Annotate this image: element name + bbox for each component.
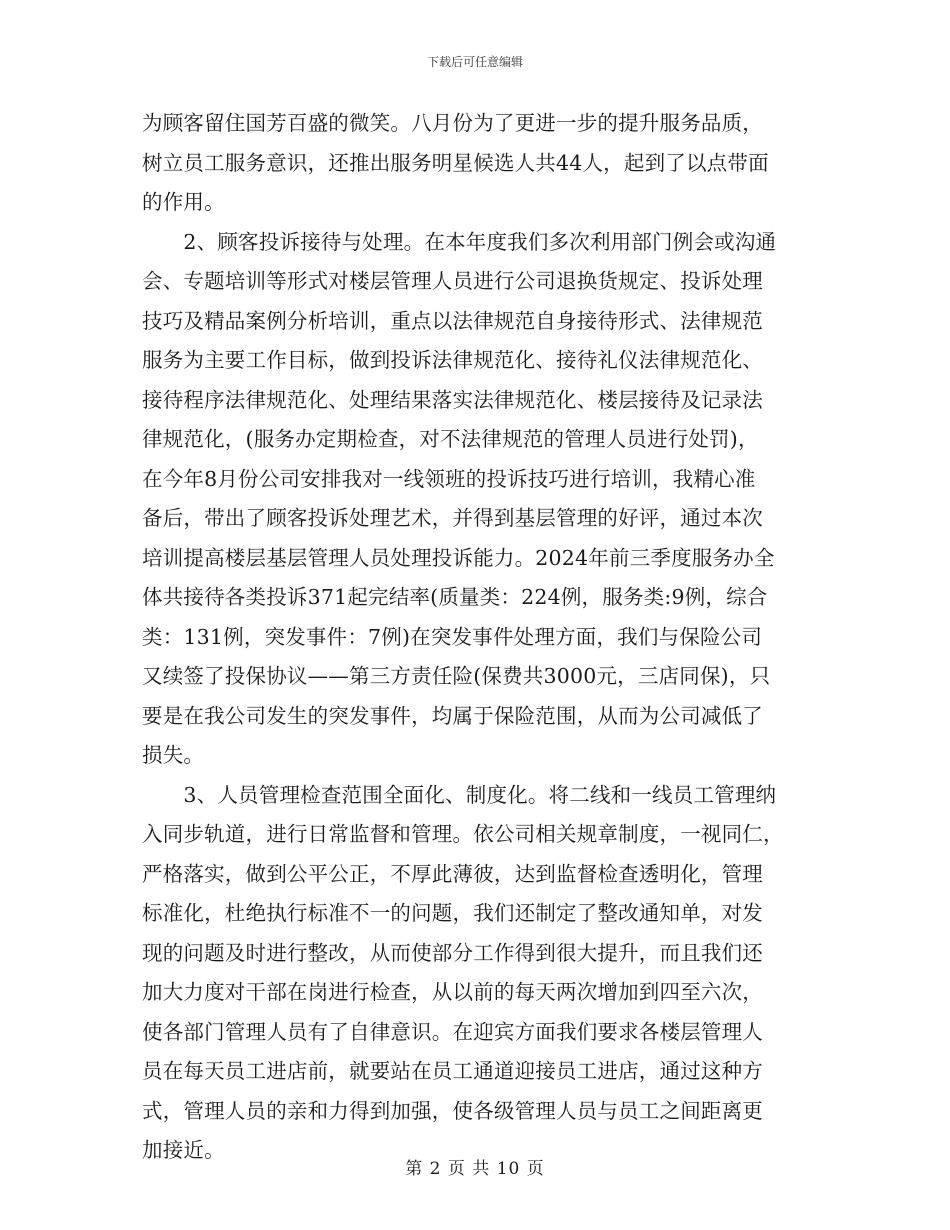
body-line: 员在每天员工进店前，就要站在员工通道迎接员工进店，通过这种方	[142, 1059, 763, 1083]
body-line: 加接近。	[142, 1138, 225, 1162]
body-line: 加大力度对干部在岗进行检查，从以前的每天两次增加到四至六次，	[142, 980, 763, 1004]
body-line: 2、顾客投诉接待与处理。在本年度我们多次利用部门例会或沟通	[142, 229, 777, 254]
body-line: 律规范化，(服务办定期检查，对不法律规范的管理人员进行处罚)，	[142, 427, 759, 451]
body-line: 类：131例，突发事件：7例)在突发事件处理方面，我们与保险公司	[142, 624, 763, 649]
body-line: 损失。	[142, 743, 205, 767]
body-line: 会、专题培训等形式对楼层管理人员进行公司退换货规定、投诉处理	[142, 269, 763, 293]
body-line: 服务为主要工作目标，做到投诉法律规范化、接待礼仪法律规范化、	[142, 348, 763, 372]
body-line: 要是在我公司发生的突发事件，均属于保险范围，从而为公司减低了	[142, 703, 763, 728]
body-line: 标准化，杜绝执行标准不一的问题，我们还制定了整改通知单，对发	[142, 901, 763, 925]
body-line: 使各部门管理人员有了自律意识。在迎宾方面我们要求各楼层管理人	[142, 1019, 763, 1044]
body-line: 入同步轨道，进行日常监督和管理。依公司相关规章制度，一视同仁，	[142, 822, 784, 846]
body-line: 为顾客留住国芳百盛的微笑。八月份为了更进一步的提升服务品质，	[142, 111, 763, 135]
body-line: 接待程序法律规范化、处理结果落实法律规范化、楼层接待及记录法	[142, 387, 763, 412]
page-header: 下载后可任意编辑	[426, 55, 523, 69]
body-line: 现的问题及时进行整改，从而使部分工作得到很大提升，而且我们还	[142, 940, 763, 965]
page-number-footer: 第 2 页 共 10 页	[405, 1159, 545, 1179]
body-line: 体共接待各类投诉371起完结率(质量类：224例，服务类:9例，综合	[142, 585, 768, 609]
body-line: 3、人员管理检查范围全面化、制度化。将二线和一线员工管理纳	[142, 782, 777, 807]
body-line: 的作用。	[142, 190, 225, 214]
body-line: 严格落实，做到公平公正，不厚此薄彼，达到监督检查透明化，管理	[142, 861, 763, 886]
body-line: 树立员工服务意识，还推出服务明星候选人共44人，起到了以点带面	[142, 150, 769, 175]
body-line: 技巧及精品案例分析培训，重点以法律规范自身接待形式、法律规范	[142, 308, 763, 333]
body-line: 又续签了投保协议——第三方责任险(保费共3000元，三店同保)，只	[142, 664, 771, 688]
body-line: 在今年8月份公司安排我对一线领班的投诉技巧进行培训，我精心准	[142, 466, 756, 491]
body-line: 备后，带出了顾客投诉处理艺术，并得到基层管理的好评，通过本次	[142, 506, 763, 530]
document-body	[142, 104, 808, 1171]
body-line: 式，管理人员的亲和力得到加强，使各级管理人员与员工之间距离更	[142, 1098, 763, 1123]
body-line: 培训提高楼层基层管理人员处理投诉能力。2024年前三季度服务办全	[142, 545, 775, 570]
